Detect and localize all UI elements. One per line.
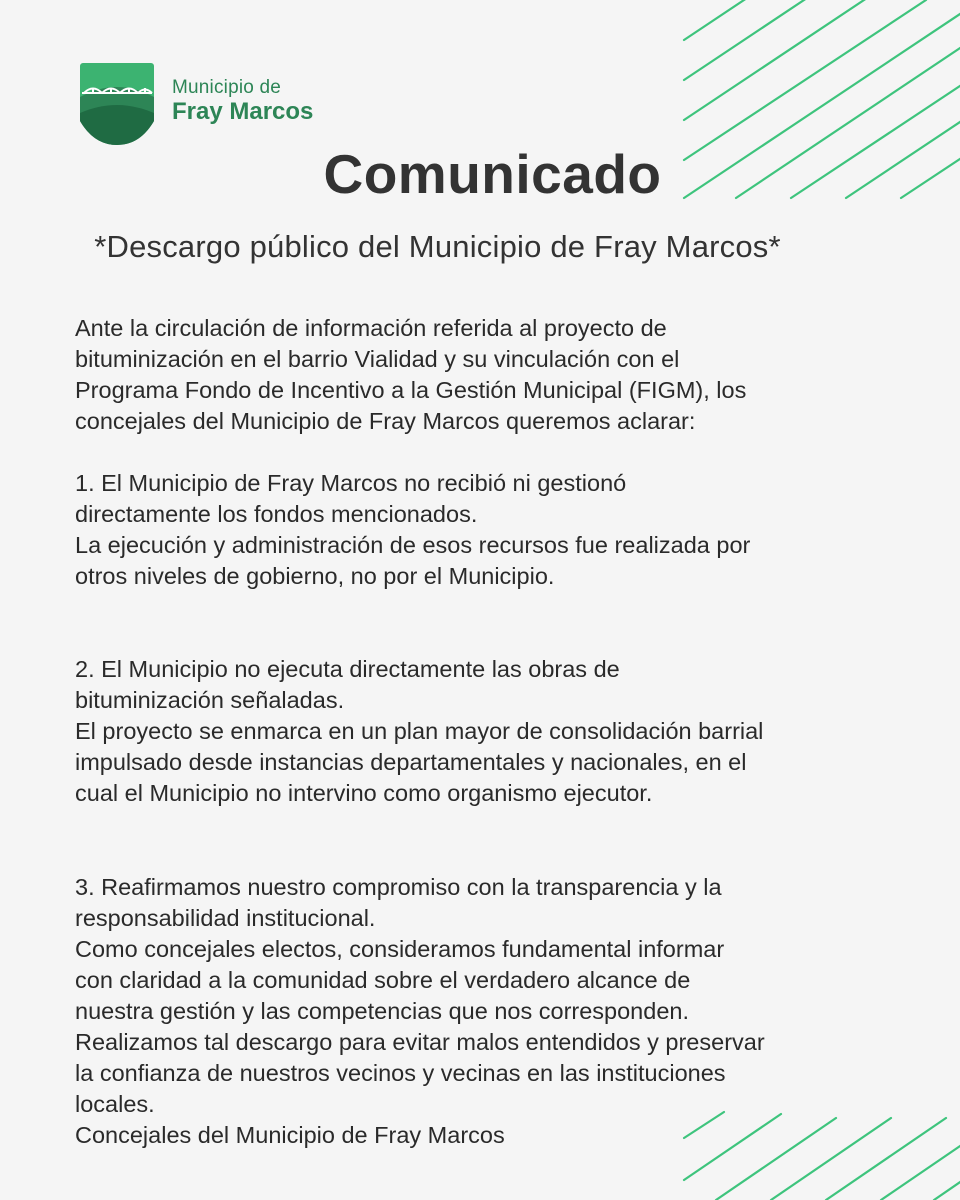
text-line: cual el Municipio no intervino como organismo ejecutor. — [75, 780, 653, 806]
text-line: 2. El Municipio no ejecuta directamente las obras de — [75, 656, 620, 682]
text-line: concejales del Municipio de Fray Marcos queremos aclarar: — [75, 408, 696, 434]
logo-wordmark — [172, 77, 313, 125]
text-line: directamente los fondos mencionados. — [75, 501, 478, 527]
text-line: Como concejales electos, consideramos fundamental informar — [75, 936, 725, 962]
text-line: La ejecución y administración de esos recursos fue realizada por — [75, 532, 751, 558]
point-2-paragraph — [75, 654, 935, 809]
text-line: bituminización señaladas. — [75, 687, 345, 713]
text-line: Programa Fondo de Incentivo a la Gestión Municipal (FIGM), los — [75, 377, 747, 403]
text-line: Ante la circulación de información referida al proyecto de — [75, 315, 667, 341]
text-line: bituminización en el barrio Vialidad y su vinculación con el — [75, 346, 680, 372]
page-title: Comunicado — [323, 143, 662, 205]
page-subtitle: *Descargo público del Municipio de Fray Marcos* — [94, 229, 781, 264]
text-line: Realizamos tal descargo para evitar malos entendidos y preservar — [75, 1029, 765, 1055]
text-line: 1. El Municipio de Fray Marcos no recibió ni gestionó — [75, 470, 627, 496]
signature-line: Concejales del Municipio de Fray Marcos — [75, 1122, 505, 1148]
bridge-emblem-icon — [80, 63, 154, 145]
point-3-paragraph — [75, 872, 935, 1151]
text-line: nuestra gestión y las competencias que nos corresponden. — [75, 998, 689, 1024]
text-line: otros niveles de gobierno, no por el Municipio. — [75, 563, 555, 589]
text-line: con claridad a la comunidad sobre el verdadero alcance de — [75, 967, 691, 993]
text-line: impulsado desde instancias departamentales y nacionales, en el — [75, 749, 747, 775]
point-1-paragraph — [75, 468, 935, 592]
logo-line1: Municipio de — [172, 77, 282, 98]
intro-paragraph — [75, 313, 935, 437]
municipality-logo — [80, 63, 320, 145]
text-line: 3. Reafirmamos nuestro compromiso con la transparencia y la — [75, 874, 722, 900]
text-line: El proyecto se enmarca en un plan mayor de consolidación barrial — [75, 718, 764, 744]
text-line: la confianza de nuestros vecinos y vecinas en las instituciones — [75, 1060, 726, 1086]
text-line: locales. — [75, 1091, 155, 1117]
text-line: responsabilidad institucional. — [75, 905, 376, 931]
logo-line2: Fray Marcos — [172, 98, 314, 125]
